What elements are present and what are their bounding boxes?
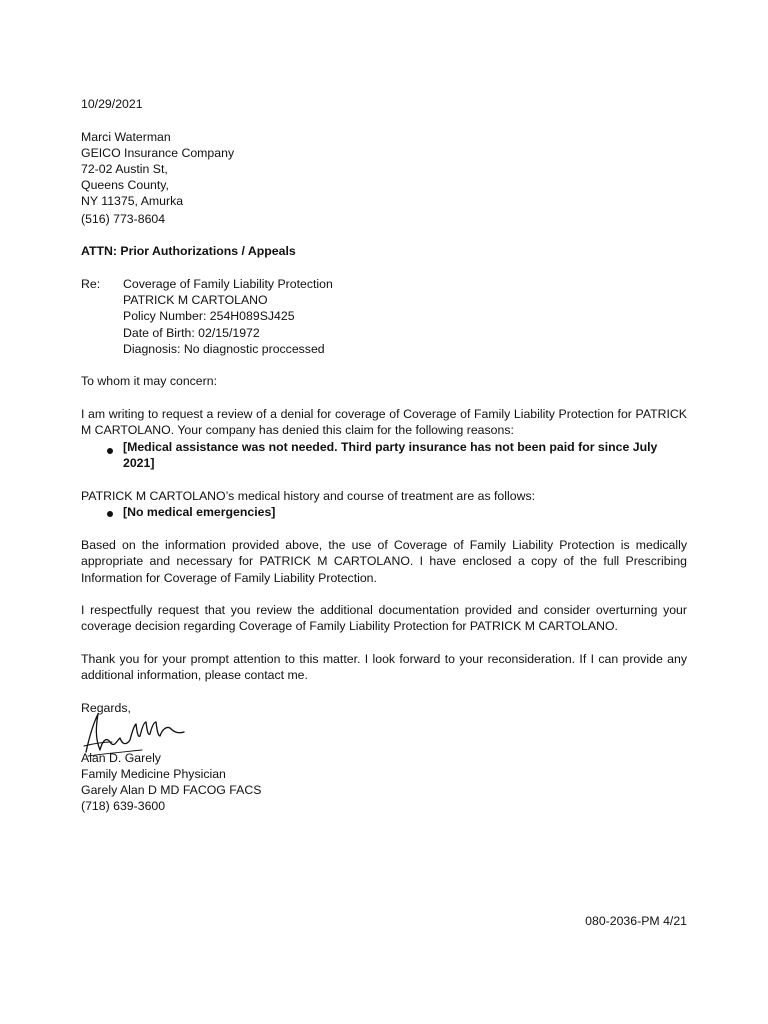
bullet-icon xyxy=(107,511,113,517)
recipient-name: Marci Waterman xyxy=(81,130,171,144)
paragraph-request: I am writing to request a review of a denial for coverage of Coverage of Family Liability Protection for PATRICK M CARTOLANO. Your company has denied this claim for the following reasons: xyxy=(81,407,687,438)
signer-phone: (718) 639-3600 xyxy=(81,799,166,813)
recipient-street: 72-02 Austin St, xyxy=(81,162,168,176)
re-patient: PATRICK M CARTOLANO xyxy=(123,293,268,307)
recipient-company: GEICO Insurance Company xyxy=(81,146,235,160)
recipient-phone: (516) 773-8604 xyxy=(81,212,166,226)
recipient-city: NY 11375, Amurka xyxy=(81,194,184,208)
re-diagnosis: Diagnosis: No diagnostic proccessed xyxy=(123,342,325,356)
signer-title: Family Medicine Physician xyxy=(81,767,226,781)
re-dob: Date of Birth: 02/15/1972 xyxy=(123,326,260,340)
closing: Regards, xyxy=(81,701,131,715)
attn-line: ATTN: Prior Authorizations / Appeals xyxy=(81,244,296,258)
paragraph-review-request: I respectfully request that you review the additional documentation provided and consider overturning your coverage decision regarding Coverage of Family Liability Protection for PATRICK M CARTOLANO. xyxy=(81,603,687,634)
re-policy: Policy Number: 254H089SJ425 xyxy=(123,309,295,323)
salutation: To whom it may concern: xyxy=(81,374,217,388)
signer-name: Alan D. Garely xyxy=(81,751,161,765)
letter-date: 10/29/2021 xyxy=(81,97,143,111)
bullet-icon xyxy=(107,448,113,454)
paragraph-justification: Based on the information provided above, the use of Coverage of Family Liability Protection is medically appropriate and necessary for PATRICK M CARTOLANO. I have enclosed a copy of the full Prescribing Information for Coverage of Family Liability Protection. xyxy=(81,538,687,585)
paragraph-thanks: Thank you for your prompt attention to this matter. I look forward to your reconsideration. If I can provide any additional information, please contact me. xyxy=(81,652,687,683)
history-intro: PATRICK M CARTOLANO’s medical history and course of treatment are as follows: xyxy=(81,489,536,503)
re-subject: Coverage of Family Liability Protection xyxy=(123,277,333,291)
recipient-county: Queens County, xyxy=(81,178,169,192)
re-label: Re: xyxy=(81,277,101,291)
history-item: [No medical emergencies] xyxy=(123,505,276,519)
signer-full-name: Garely Alan D MD FACOG FACS xyxy=(81,783,262,797)
reason-item: [Medical assistance was not needed. Third party insurance has not been paid for since July 2021] xyxy=(123,440,658,471)
footer-code: 080-2036-PM 4/21 xyxy=(585,914,687,928)
